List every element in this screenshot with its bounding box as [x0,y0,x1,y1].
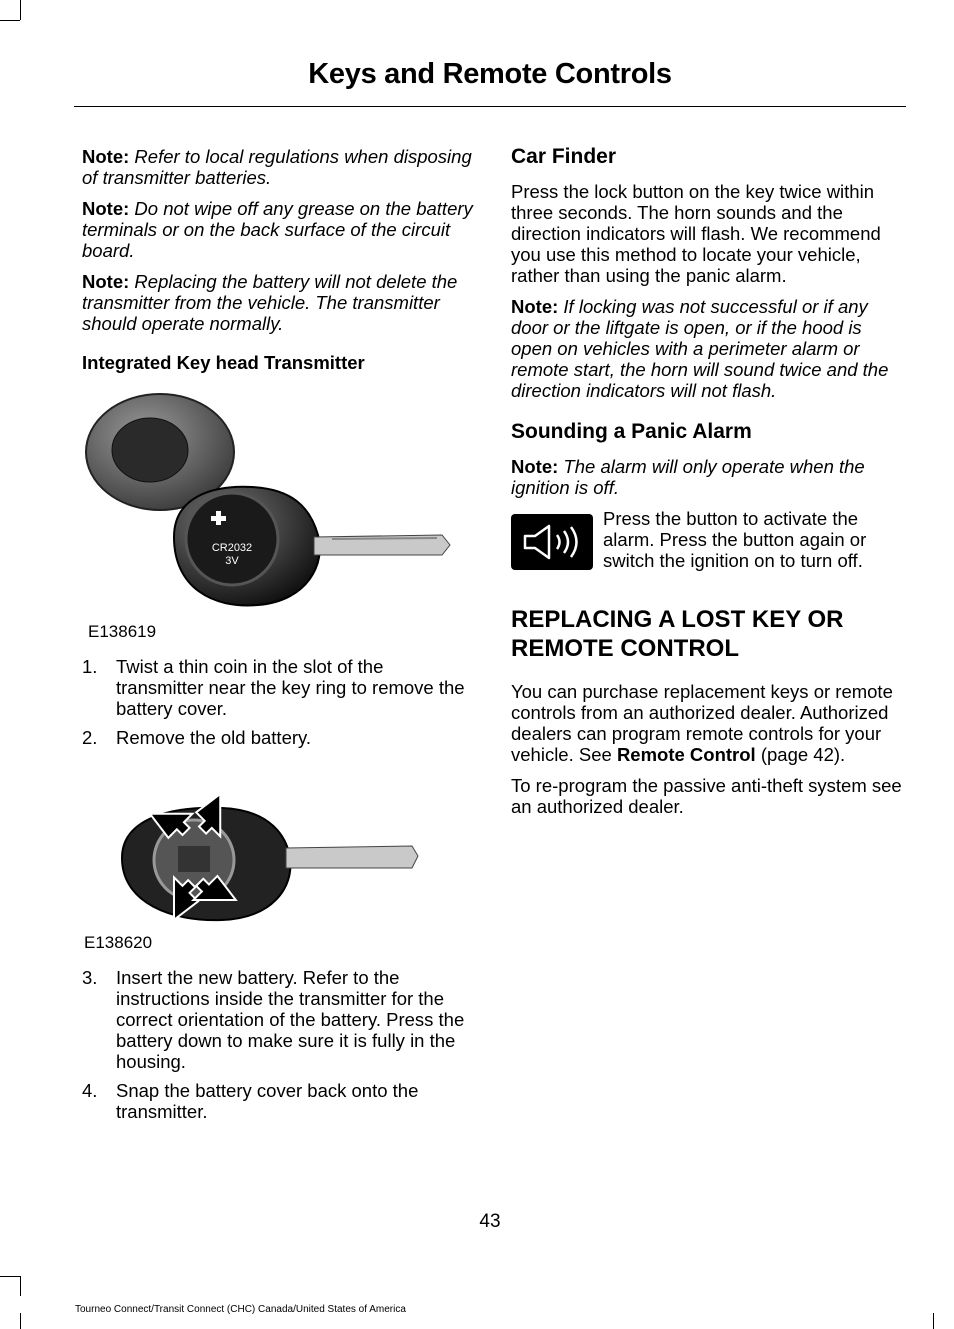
section-subheading: Integrated Key head Transmitter [82,352,365,373]
remote-control-link[interactable]: Remote Control [616,744,756,765]
crop-mark [933,1313,934,1329]
page-title: Keys and Remote Controls [308,58,672,90]
steps-list-a [82,656,474,748]
crop-mark [20,1276,21,1296]
crop-mark [20,1313,21,1329]
replacing-text: You can purchase replacement keys or remote controls from an authorized dealer. Authorized dealers can program remote controls for your vehicle. See Remote Control (page 42). [511,681,893,765]
list-item: 1. Twist a thin coin in the slot of the transmitter near the key ring to remove the battery cover. [82,656,465,719]
figure-id: E138619 [88,622,157,641]
replacing-heading: REPLACING A LOST KEY OR REMOTE CONTROL [511,606,844,662]
crop-mark [0,1276,20,1277]
list-item: 4. Snap the battery cover back onto the transmitter. [82,1080,419,1122]
left-column [82,146,474,1130]
battery-label: CR2032 3V [211,542,253,567]
crop-mark [20,0,21,20]
steps-list-b [82,967,474,1122]
panic-heading: Sounding a Panic Alarm [511,420,752,443]
right-column [511,146,903,827]
panic-note: Note: The alarm will only operate when the ignition is off. [511,456,865,498]
panic-instruction [511,508,903,571]
car-finder-note: Note: If locking was not successful or if any door or the liftgate is open, or if the hood is open on vehicles with a perimeter alarm or remote start, the horn will sound twice and the direction indicators will not flash. [511,296,889,401]
battery-cell [186,493,278,585]
note-replacing: Note: Replacing the battery will not delete the transmitter from the vehicle. The transmitter should operate normally. [82,271,458,334]
figure-key-battery-removal [82,778,474,953]
crop-mark [0,20,20,21]
footer-text: Tourneo Connect/Transit Connect (CHC) Canada/United States of America [75,1304,406,1315]
panic-text: Press the button to activate the alarm. Press the button again or switch the ignition on to turn off. [603,508,867,571]
reprogram-text: To re-program the passive anti-theft system see an authorized dealer. [511,775,902,817]
car-finder-heading: Car Finder [511,145,617,168]
list-item: 3. Insert the new battery. Refer to the instructions inside the transmitter for the correct orientation of the battery. Press the battery down to make sure it is fully in the housing. [82,967,465,1072]
car-finder-text: Press the lock button on the key twice within three seconds. The horn sounds and the direction indicators will flash. We recommend you use this method to locate your vehicle, rather than using the panic alarm. [511,181,881,286]
figure-key-transmitter-open [82,387,474,642]
note-disposal: Note: Refer to local regulations when disposing of transmitter batteries. [82,146,472,188]
panic-horn-icon [511,514,593,570]
key-open-illustration [82,387,462,617]
page-number: 43 [479,1211,501,1232]
key-removal-illustration [82,778,462,928]
list-item: 2. Remove the old battery. [82,727,312,748]
header-rule [74,106,906,107]
figure-id: E138620 [84,933,153,952]
note-grease: Note: Do not wipe off any grease on the battery terminals or on the back surface of the circuit board. [82,198,473,261]
